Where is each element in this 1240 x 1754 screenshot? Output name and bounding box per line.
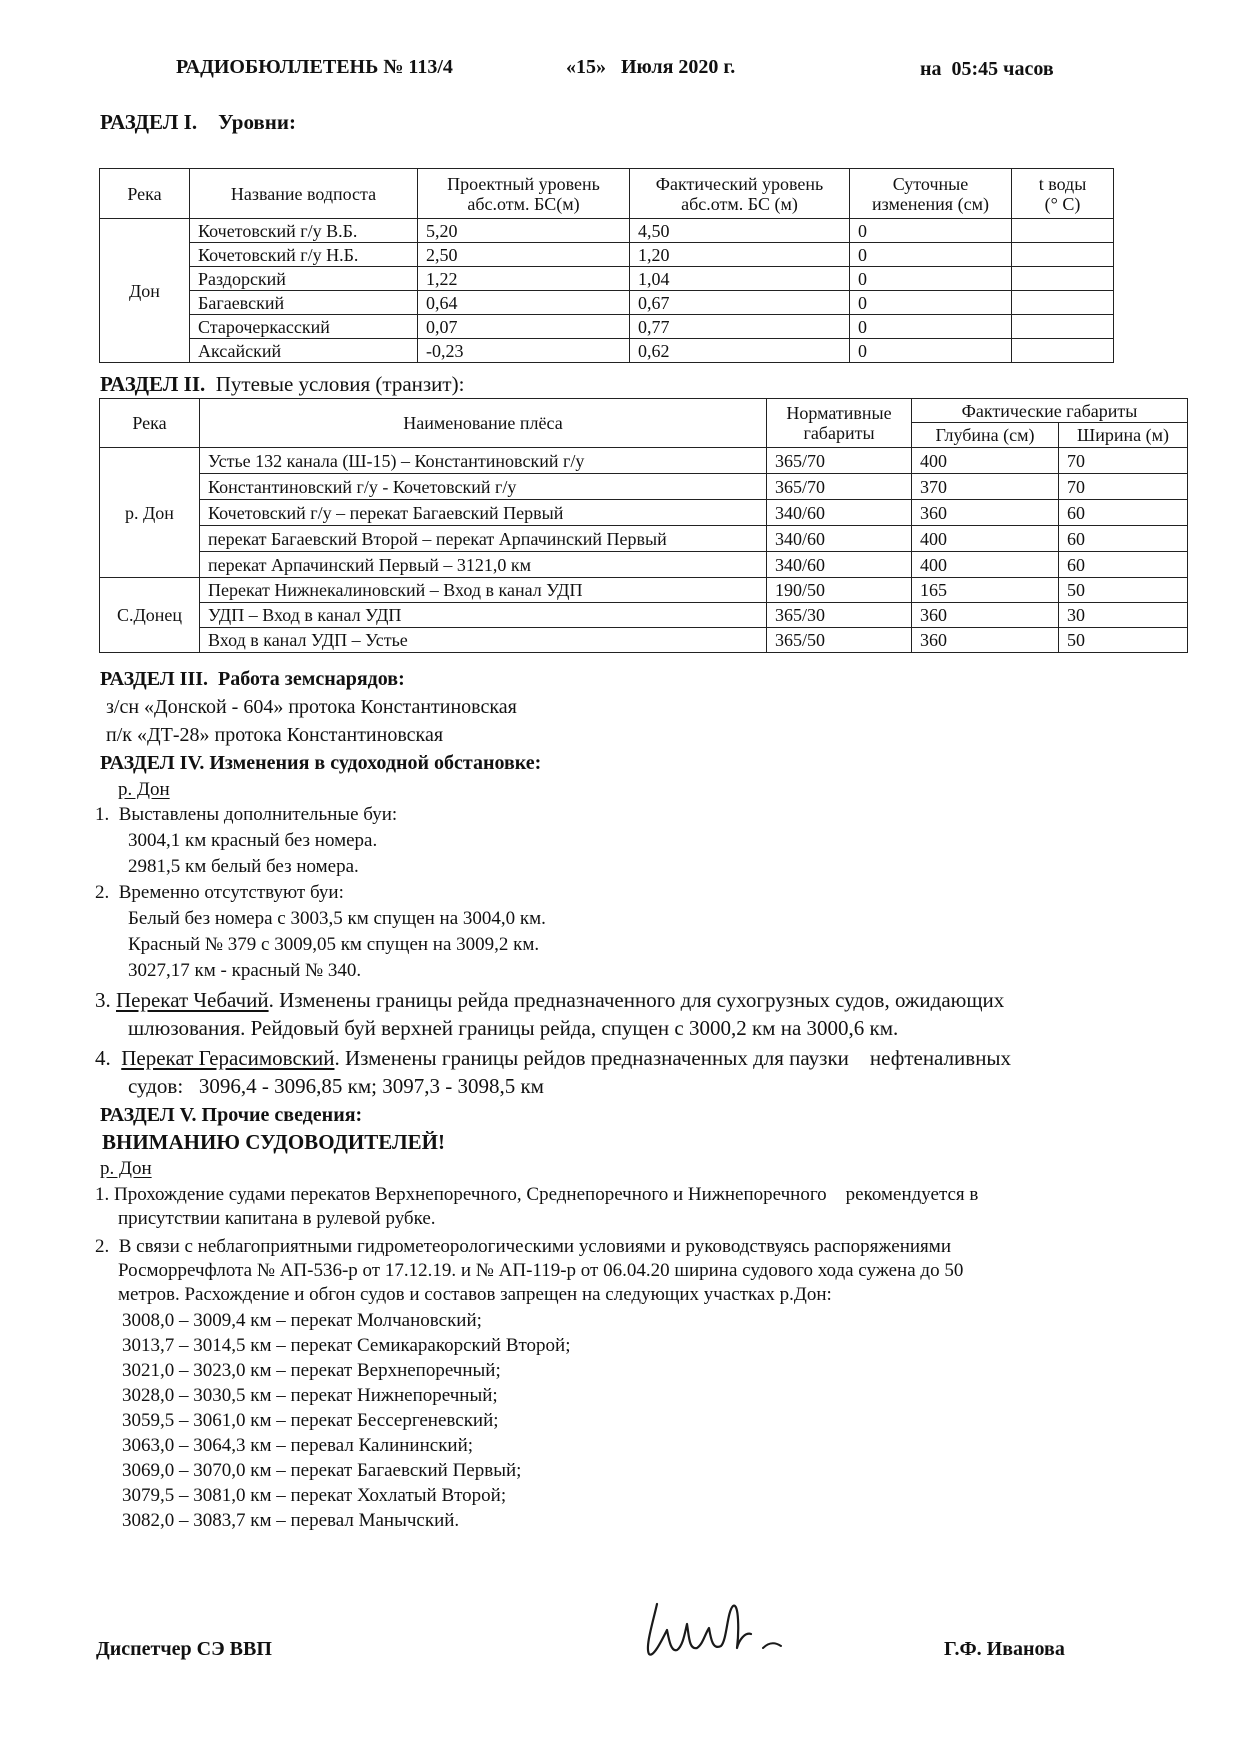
section2-title: РАЗДЕЛ II. Путевые условия (транзит):: [100, 372, 465, 396]
signer-name: Г.Ф. Иванова: [944, 1638, 1065, 1660]
levels-river: Дон: [100, 219, 190, 363]
design-level: 1,22: [418, 267, 630, 291]
actual-depth: 165: [912, 578, 1059, 603]
actual-depth: 360: [912, 500, 1059, 526]
transit-river-sdonets: С.Донец: [100, 578, 200, 653]
buoy-line: 3027,17 км - красный № 340.: [128, 960, 362, 981]
restricted-segment: 3008,0 – 3009,4 км – перекат Молчановский;: [122, 1310, 482, 1331]
section4-river: р. Дон: [118, 779, 170, 800]
restricted-segment: 3079,5 – 3081,0 км – перекат Хохлатый Второй;: [122, 1485, 507, 1506]
post-name: Раздорский: [190, 267, 418, 291]
transit-header-actual: Фактические габариты: [912, 399, 1188, 423]
levels-header-temp: t воды (° С): [1012, 169, 1114, 219]
levels-table: [99, 168, 1114, 363]
table-row: [100, 219, 1114, 243]
reach-name: перекат Багаевский Второй – перекат Арпачинский Первый: [200, 526, 767, 552]
levels-header-river: Река: [100, 169, 190, 219]
table-row: [100, 339, 1114, 363]
reach-name: Константиновский г/у - Кочетовский г/у: [200, 474, 767, 500]
water-temp: [1012, 291, 1114, 315]
reach-name: перекат Арпачинский Первый – 3121,0 км: [200, 552, 767, 578]
levels-header-design: Проектный уровень абс.отм. БС(м): [418, 169, 630, 219]
daily-change: 0: [850, 267, 1012, 291]
bulletin-time: на 05:45 часов: [920, 58, 1054, 80]
daily-change: 0: [850, 243, 1012, 267]
notice-2-cont: метров. Расхождение и обгон судов и составов запрещен на следующих участках р.Дон:: [118, 1284, 832, 1305]
norm-dims: 365/70: [767, 474, 912, 500]
transit-header-depth: Глубина (см): [912, 423, 1059, 448]
transit-table: [99, 398, 1188, 653]
handwritten-signature: [635, 1592, 815, 1672]
post-name: Старочеркасский: [190, 315, 418, 339]
restricted-segment: 3063,0 – 3064,3 км – перевал Калининский;: [122, 1435, 474, 1456]
transit-header-reach: Наименование плёса: [200, 399, 767, 448]
actual-width: 50: [1059, 578, 1188, 603]
water-temp: [1012, 339, 1114, 363]
actual-level: 0,62: [630, 339, 850, 363]
change-item-3-cont: шлюзования. Рейдовый буй верхней границы рейда, спущен с 3000,2 км на 3000,6 км.: [128, 1016, 899, 1040]
buoy-line: Белый без номера с 3003,5 км спущен на 3004,0 км.: [128, 908, 546, 929]
design-level: 0,07: [418, 315, 630, 339]
table-row: [100, 578, 1188, 603]
actual-width: 30: [1059, 603, 1188, 628]
actual-level: 4,50: [630, 219, 850, 243]
reach-name: Кочетовский г/у – перекат Багаевский Первый: [200, 500, 767, 526]
daily-change: 0: [850, 291, 1012, 315]
buoy-line: Красный № 379 с 3009,05 км спущен на 3009,2 км.: [128, 934, 540, 955]
buoys-missing-title: 2. Временно отсутствуют буи:: [95, 882, 344, 903]
restricted-segment: 3059,5 – 3061,0 км – перекат Бессергеневский;: [122, 1410, 499, 1431]
actual-width: 70: [1059, 474, 1188, 500]
daily-change: 0: [850, 339, 1012, 363]
levels-header-daily: Суточные изменения (см): [850, 169, 1012, 219]
notice-1-cont: присутствии капитана в рулевой рубке.: [118, 1208, 436, 1229]
norm-dims: 340/60: [767, 500, 912, 526]
norm-dims: 340/60: [767, 526, 912, 552]
norm-dims: 190/50: [767, 578, 912, 603]
daily-change: 0: [850, 315, 1012, 339]
actual-depth: 400: [912, 552, 1059, 578]
actual-width: 60: [1059, 500, 1188, 526]
water-temp: [1012, 243, 1114, 267]
table-row: [100, 526, 1188, 552]
section5-title: РАЗДЕЛ V. Прочие сведения:: [100, 1104, 363, 1126]
water-temp: [1012, 219, 1114, 243]
reach-link-chebachiy: Перекат Чебачий: [116, 988, 269, 1012]
reach-name: УДП – Вход в канал УДП: [200, 603, 767, 628]
reach-name: Перекат Нижнекалиновский – Вход в канал УДП: [200, 578, 767, 603]
table-row: [100, 628, 1188, 653]
reach-name: Вход в канал УДП – Устье: [200, 628, 767, 653]
table-row: [100, 448, 1188, 474]
bulletin-title: РАДИОБЮЛЛЕТЕНЬ № 113/4: [176, 56, 453, 78]
buoys-added-title: 1. Выставлены дополнительные буи:: [95, 804, 398, 825]
restricted-segment: 3069,0 – 3070,0 км – перекат Багаевский Первый;: [122, 1460, 522, 1481]
dredger-line: п/к «ДТ-28» протока Константиновская: [106, 724, 444, 746]
transit-header-river: Река: [100, 399, 200, 448]
transit-river-don: р. Дон: [100, 448, 200, 578]
norm-dims: 365/30: [767, 603, 912, 628]
design-level: 5,20: [418, 219, 630, 243]
actual-width: 60: [1059, 552, 1188, 578]
daily-change: 0: [850, 219, 1012, 243]
post-name: Аксайский: [190, 339, 418, 363]
table-row: [100, 500, 1188, 526]
signer-position: Диспетчер СЭ ВВП: [96, 1638, 272, 1660]
notice-1: 1. Прохождение судами перекатов Верхнепоречного, Среднепоречного и Нижнепоречного рекомендуется в: [95, 1184, 979, 1205]
section1-title: РАЗДЕЛ I. Уровни:: [100, 110, 296, 134]
actual-level: 0,77: [630, 315, 850, 339]
levels-header-post: Название водпоста: [190, 169, 418, 219]
water-temp: [1012, 267, 1114, 291]
post-name: Кочетовский г/у Н.Б.: [190, 243, 418, 267]
table-row: [100, 267, 1114, 291]
actual-depth: 360: [912, 603, 1059, 628]
post-name: Кочетовский г/у В.Б.: [190, 219, 418, 243]
restricted-segment: 3013,7 – 3014,5 км – перекат Семикаракорский Второй;: [122, 1335, 571, 1356]
notice-2: 2. В связи с неблагоприятными гидрометеорологическими условиями и руководствуясь распоряжениями: [95, 1236, 951, 1257]
attention-heading: ВНИМАНИЮ СУДОВОДИТЕЛЕЙ!: [102, 1130, 445, 1154]
section3-title: РАЗДЕЛ III. Работа земснарядов:: [100, 668, 405, 690]
restricted-segment: 3021,0 – 3023,0 км – перекат Верхнепоречный;: [122, 1360, 501, 1381]
actual-width: 70: [1059, 448, 1188, 474]
actual-depth: 400: [912, 526, 1059, 552]
design-level: -0,23: [418, 339, 630, 363]
design-level: 0,64: [418, 291, 630, 315]
post-name: Багаевский: [190, 291, 418, 315]
table-row: [100, 243, 1114, 267]
reach-name: Устье 132 канала (Ш-15) – Константиновский г/у: [200, 448, 767, 474]
reach-link-gerasimovskiy: Перекат Герасимовский: [121, 1046, 335, 1070]
section4-title: РАЗДЕЛ IV. Изменения в судоходной обстановке:: [100, 752, 542, 774]
actual-depth: 360: [912, 628, 1059, 653]
change-item-3: 3. Перекат Чебачий. Изменены границы рейда предназначенного для сухогрузных судов, ожидающих: [95, 988, 1005, 1012]
buoy-line: 2981,5 км белый без номера.: [128, 856, 359, 877]
transit-header-norm: Нормативные габариты: [767, 399, 912, 448]
norm-dims: 365/50: [767, 628, 912, 653]
bulletin-date: «15» Июля 2020 г.: [566, 56, 736, 78]
buoy-line: 3004,1 км красный без номера.: [128, 830, 378, 851]
actual-width: 50: [1059, 628, 1188, 653]
actual-depth: 370: [912, 474, 1059, 500]
actual-depth: 400: [912, 448, 1059, 474]
actual-level: 1,20: [630, 243, 850, 267]
dredger-line: з/сн «Донской - 604» протока Константиновская: [106, 696, 517, 718]
restricted-segment: 3082,0 – 3083,7 км – перевал Манычский.: [122, 1510, 460, 1531]
design-level: 2,50: [418, 243, 630, 267]
table-row: [100, 474, 1188, 500]
notice-2-cont: Росморречфлота № АП-536-р от 17.12.19. и № АП-119-р от 06.04.20 ширина судового хода сужена до 50: [118, 1260, 964, 1281]
table-row: [100, 315, 1114, 339]
table-row: [100, 552, 1188, 578]
levels-header-actual: Фактический уровень абс.отм. БС (м): [630, 169, 850, 219]
actual-level: 1,04: [630, 267, 850, 291]
norm-dims: 340/60: [767, 552, 912, 578]
table-row: [100, 603, 1188, 628]
change-item-4-cont: судов: 3096,4 - 3096,85 км; 3097,3 - 3098,5 км: [128, 1074, 544, 1098]
table-row: [100, 291, 1114, 315]
actual-width: 60: [1059, 526, 1188, 552]
change-item-4: 4. Перекат Герасимовский. Изменены границы рейдов предназначенных для паузки нефтеналивных: [95, 1046, 1012, 1070]
section5-river: р. Дон: [100, 1158, 152, 1179]
transit-header-width: Ширина (м): [1059, 423, 1188, 448]
restricted-segment: 3028,0 – 3030,5 км – перекат Нижнепоречный;: [122, 1385, 498, 1406]
water-temp: [1012, 315, 1114, 339]
actual-level: 0,67: [630, 291, 850, 315]
norm-dims: 365/70: [767, 448, 912, 474]
